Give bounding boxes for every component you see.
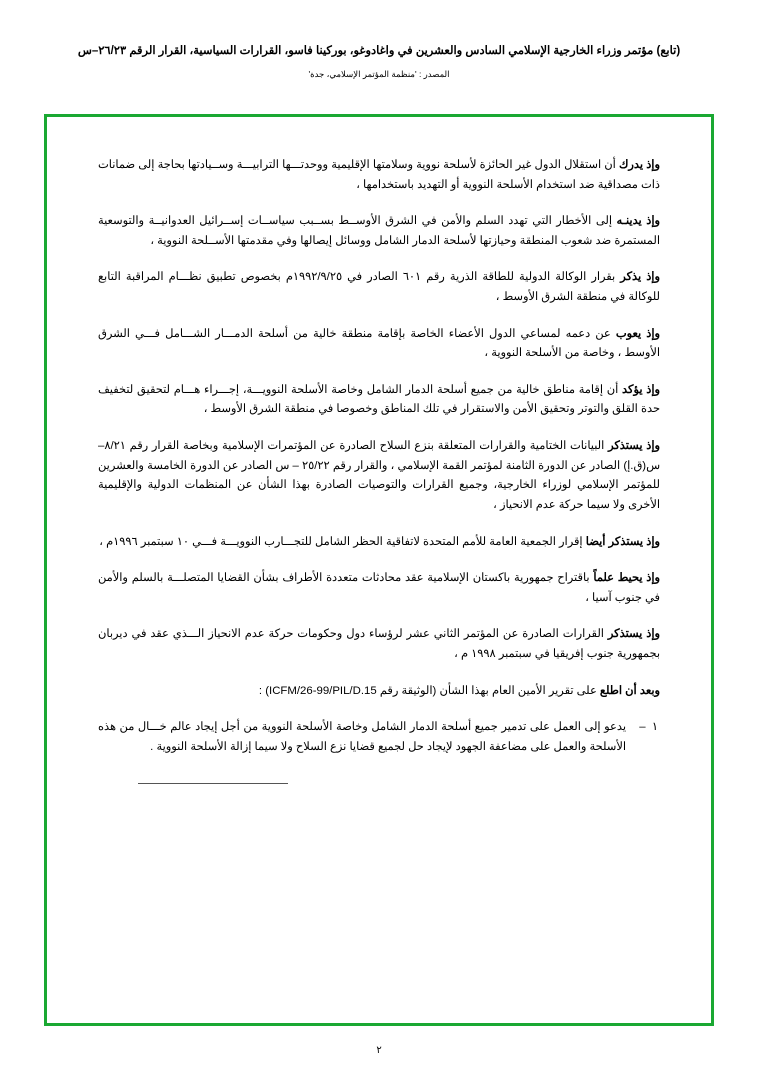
document-header [0, 0, 758, 80]
paragraph [98, 156, 660, 195]
paragraph [98, 381, 660, 420]
paragraph-text: على تقرير الأمين العام بهذا الشأن (الوثيقة رقم ICFM/26-99/PIL/D.15) : [258, 684, 600, 697]
paragraph-lead: وإذ يستذكر أيضا [585, 535, 660, 548]
paragraph-lead: وإذ يعوب [615, 327, 660, 340]
paragraph-lead: وإذ يدرك [619, 159, 660, 171]
paragraph-text: باقتراح جمهورية باكستان الإسلامية عقد محادثات متعددة الأطراف بشأن القضايا المتصلـــة بالسلم والأمن في جنوب آسيا ، [98, 572, 660, 604]
page-number: ٢ [376, 1045, 382, 1056]
numbered-item-text: يدعو إلى العمل على تدمير جميع أسلحة الدمار الشامل وخاصة الأسلحة النووية من أجل إيجاد عالم خـــال من هذه الأسلحة والعمل على مضاعفة الجهود لإيجاد حل لجميع قضايا نزع السلاح ولا سيما إزالة الأسلحة النووية . [98, 721, 626, 753]
numbered-item [98, 718, 660, 757]
paragraph-text: إلى الأخطار التي تهدد السلم والأمن في الشرق الأوســط بســبب سياســات إســرائيل العدوانيــة والتوسعية المستمرة ضد شعوب المنطقة وحيازتها لأسلحة الدمار الشامل ووسائل إيصالها وفي مقدمتها الأســلحة النووية ، [98, 215, 660, 247]
document-body [58, 128, 700, 1014]
paragraph-lead: وإذ يستذكر [608, 440, 660, 453]
header-source: المصدر : 'منظمة المؤتمر الإسلامي، جدة' [308, 68, 450, 79]
paragraph [98, 325, 660, 364]
paragraph-lead: وبعد أن اطلع [599, 684, 660, 697]
paragraph [98, 268, 660, 307]
paragraph-lead: وإذ يذكر [620, 271, 660, 284]
paragraph-lead: وإذ يحيط علماً [593, 572, 660, 585]
page-footer [0, 1045, 758, 1056]
numbered-item-number: ١ [651, 721, 658, 734]
paragraph [98, 437, 660, 515]
numbered-item-marker [626, 718, 660, 757]
paragraph-text: القرارات الصادرة عن المؤتمر الثاني عشر لرؤساء دول وحكومات حركة عدم الانحياز الـــذي عقد في ديربان بجمهورية جنوب إفريقيا في سبتمبر ١٩٩٨ م ، [98, 628, 660, 660]
paragraph [98, 212, 660, 251]
header-title: (تابع) مؤتمر وزراء الخارجية الإسلامي السادس والعشرين في واغادوغو، بوركينا فاسو، القرارات السياسية، القرار الرقم ٢٦/٢٣–س [77, 45, 681, 57]
paragraph-text: أن إقامة مناطق خالية من جميع أسلحة الدمار الشامل وخاصة الأسلحة النوويـــة، إجـــراء هـــام لتحقيق لتخفيف حدة القلق والتوتر وتحقيق الأمن والاستقرار في تلك المناطق وخصوصا في منطقة الشرق الأوسط ، [98, 383, 660, 416]
paragraph-text: أن استقلال الدول غير الحائزة لأسلحة نووية وسلامتها الإقليمية ووحدتـــها الترابيـــة وســيادتها بحاجة إلى ضمانات ذات مصداقية ضد استخدام الأسلحة النووية أو التهديد باستخدامها ، [98, 159, 660, 191]
paragraph-text: إقرار الجمعية العامة للأمم المتحدة لاتفاقية الحظر الشامل للتجـــارب النوويـــة فـــي ١٠ سبتمبر ١٩٩٦م ، [99, 535, 586, 548]
paragraph [98, 533, 660, 553]
signature-rule [138, 783, 288, 784]
paragraph-lead: وإذ يستذكر [607, 628, 661, 641]
paragraph-with-document-reference [98, 682, 660, 702]
paragraph [98, 625, 660, 664]
paragraph [98, 569, 660, 608]
paragraph-text: البيانات الختامية والقرارات المتعلقة بنزع السلاح الصادرة عن المؤتمرات الإسلامية وبخاصة القرار رقم ٨/٢١–س(ق.إ) الصادر عن الدورة الثامنة لمؤتمر القمة الإسلامي ، والقرار رقم ٢٥/٢٢ – س الصادر عن الدورة الخامسة والعشرين للمؤتمر الإسلامي لوزراء الخارجية، وجميع القرارات والتوصيات الصادرة بهذا الشأن عن المنظمات الدولية والإقليمية الأخرى ولا سيما حركة عدم الانحياز ، [98, 440, 661, 511]
paragraph-text: عن دعمه لمساعي الدول الأعضاء الخاصة بإقامة منطقة خالية من أسلحة الدمـــار الشـــامل فـــي الشرق الأوسط ، وخاصة من الأسلحة النووية ، [98, 327, 660, 360]
paragraph-lead: وإذ يؤكد [622, 383, 661, 396]
paragraph-text: بقرار الوكالة الدولية للطاقة الذرية رقم ٦٠١ الصادر في ١٩٩٢/٩/٢٥م بخصوص تطبيق نظـــام المراقبة التابع للوكالة في منطقة الشرق الأوسط ، [98, 271, 660, 304]
paragraph-lead: وإذ يدينـه [616, 215, 661, 228]
numbered-item-dash: – [639, 721, 646, 734]
